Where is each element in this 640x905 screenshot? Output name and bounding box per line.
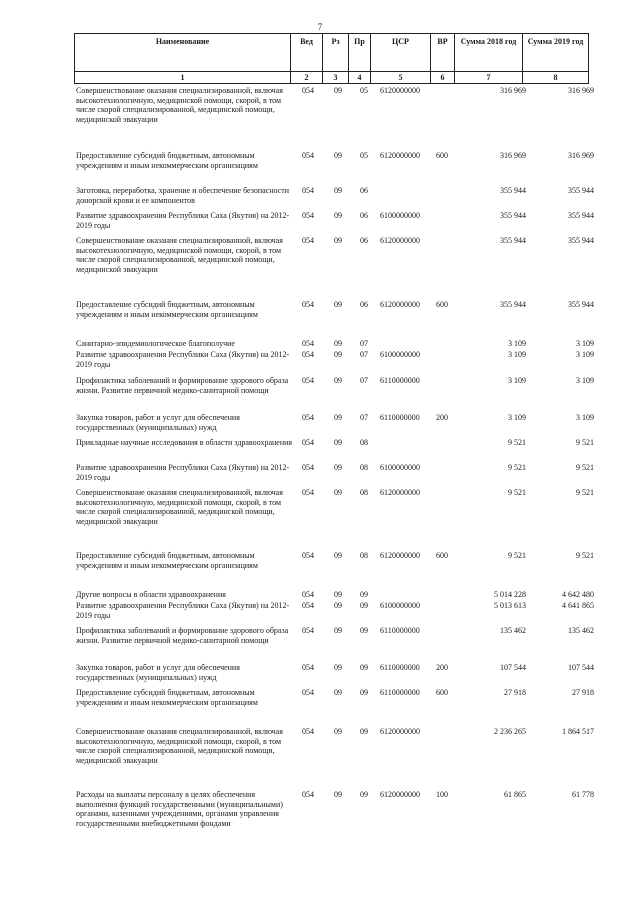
row-csr: 6120000000 <box>380 551 420 560</box>
row-csr: 6110000000 <box>380 413 420 422</box>
row-sum-2019: 355 944 <box>568 300 594 309</box>
row-name: Развитие здравоохранения Республики Саха (Якутия) на 2012-2019 годы <box>76 601 290 620</box>
table-header <box>74 33 589 84</box>
row-pr: 07 <box>360 413 368 422</box>
header-rz: Рз <box>323 34 349 72</box>
row-sum-2019: 9 521 <box>576 551 594 560</box>
header-pr: Пр <box>349 34 371 72</box>
row-csr: 6120000000 <box>380 727 420 736</box>
row-pr: 06 <box>360 236 368 245</box>
row-sum-2019: 3 109 <box>576 413 594 422</box>
row-sum-2019: 3 109 <box>576 376 594 385</box>
row-pr: 06 <box>360 186 368 195</box>
row-sum-2018: 9 521 <box>508 463 526 472</box>
header-sum-2019: Сумма 2019 год <box>523 34 589 72</box>
row-rz: 09 <box>334 626 342 635</box>
row-sum-2018: 27 918 <box>504 688 526 697</box>
row-ved: 054 <box>302 688 314 697</box>
row-csr: 6120000000 <box>380 300 420 309</box>
row-name: Расходы на выплаты персоналу в целях обеспечения выполнения функций государственными (муниципальными) органами, казенными учреждениями, органами управления государственными внебюджетными фондами <box>76 790 283 828</box>
row-csr: 6100000000 <box>380 463 420 472</box>
row-ved: 054 <box>302 300 314 309</box>
row-rz: 09 <box>334 236 342 245</box>
row-name: Предоставление субсидий бюджетным, автономным учреждениям и иным некоммерческим организациям <box>76 551 258 570</box>
row-csr: 6120000000 <box>380 236 420 245</box>
row-pr: 09 <box>360 626 368 635</box>
header-number: 4 <box>349 72 371 84</box>
row-name: Предоставление субсидий бюджетным, автономным учреждениям и иным некоммерческим организациям <box>76 151 258 170</box>
row-sum-2018: 107 544 <box>500 663 526 672</box>
row-sum-2018: 355 944 <box>500 186 526 195</box>
row-rz: 09 <box>334 727 342 736</box>
row-sum-2018: 135 462 <box>500 626 526 635</box>
row-name: Профилактика заболеваний и формирование здорового образа жизни. Развитие первичной медико-санитарной помощи <box>76 376 289 395</box>
row-pr: 09 <box>360 663 368 672</box>
row-name: Другие вопросы в области здравоохранения <box>76 590 226 599</box>
row-sum-2018: 355 944 <box>500 211 526 220</box>
row-vr: 600 <box>436 300 448 309</box>
row-sum-2019: 355 944 <box>568 211 594 220</box>
page-number: 7 <box>317 22 323 32</box>
row-sum-2019: 3 109 <box>576 339 594 348</box>
row-sum-2018: 5 013 613 <box>494 601 526 610</box>
row-ved: 054 <box>302 727 314 736</box>
row-csr: 6100000000 <box>380 350 420 359</box>
header-number: 6 <box>431 72 455 84</box>
row-ved: 054 <box>302 211 314 220</box>
row-rz: 09 <box>334 551 342 560</box>
row-sum-2019: 135 462 <box>568 626 594 635</box>
row-sum-2018: 3 109 <box>508 350 526 359</box>
header-sum-2018: Сумма 2018 год <box>455 34 523 72</box>
row-sum-2018: 355 944 <box>500 300 526 309</box>
row-sum-2019: 61 778 <box>572 790 594 799</box>
header-number: 7 <box>455 72 523 84</box>
row-pr: 05 <box>360 151 368 160</box>
row-rz: 09 <box>334 790 342 799</box>
row-sum-2019: 9 521 <box>576 488 594 497</box>
row-sum-2019: 27 918 <box>572 688 594 697</box>
row-csr: 6120000000 <box>380 151 420 160</box>
row-rz: 09 <box>334 86 342 95</box>
row-sum-2019: 9 521 <box>576 463 594 472</box>
row-rz: 09 <box>334 688 342 697</box>
row-sum-2018: 3 109 <box>508 339 526 348</box>
row-sum-2018: 9 521 <box>508 551 526 560</box>
row-sum-2019: 9 521 <box>576 438 594 447</box>
row-rz: 09 <box>334 186 342 195</box>
header-number: 8 <box>523 72 589 84</box>
row-sum-2019: 355 944 <box>568 186 594 195</box>
row-pr: 06 <box>360 211 368 220</box>
row-ved: 054 <box>302 86 314 95</box>
row-pr: 09 <box>360 590 368 599</box>
row-sum-2018: 5 014 228 <box>494 590 526 599</box>
row-name: Заготовка, переработка, хранение и обеспечение безопасности донорской крови и ее компонентов <box>76 186 290 205</box>
row-csr: 6110000000 <box>380 688 420 697</box>
row-rz: 09 <box>334 590 342 599</box>
row-ved: 054 <box>302 551 314 560</box>
row-ved: 054 <box>302 236 314 245</box>
row-ved: 054 <box>302 590 314 599</box>
row-sum-2018: 9 521 <box>508 488 526 497</box>
header-ved: Вед <box>291 34 323 72</box>
row-ved: 054 <box>302 438 314 447</box>
row-rz: 09 <box>334 438 342 447</box>
row-ved: 054 <box>302 151 314 160</box>
row-ved: 054 <box>302 339 314 348</box>
row-name: Совершенствование оказания специализированной, включая высокотехнологичную, медицинской помощи, скорой, в том числе скорой специализированной, медицинской помощи, медицинской эвакуации <box>76 236 283 274</box>
row-name: Предоставление субсидий бюджетным, автономным учреждениям и иным некоммерческим организациям <box>76 300 258 319</box>
row-sum-2019: 4 642 480 <box>562 590 594 599</box>
row-ved: 054 <box>302 663 314 672</box>
header-csr: ЦСР <box>371 34 431 72</box>
row-name: Развитие здравоохранения Республики Саха (Якутия) на 2012-2019 годы <box>76 350 290 369</box>
row-ved: 054 <box>302 376 314 385</box>
row-sum-2018: 3 109 <box>508 413 526 422</box>
row-ved: 054 <box>302 626 314 635</box>
row-sum-2019: 4 641 865 <box>562 601 594 610</box>
row-pr: 09 <box>360 601 368 610</box>
row-csr: 6110000000 <box>380 626 420 635</box>
row-rz: 09 <box>334 601 342 610</box>
row-rz: 09 <box>334 350 342 359</box>
row-ved: 054 <box>302 488 314 497</box>
row-vr: 600 <box>436 551 448 560</box>
row-sum-2018: 9 521 <box>508 438 526 447</box>
row-csr: 6110000000 <box>380 663 420 672</box>
row-vr: 600 <box>436 151 448 160</box>
row-csr: 6100000000 <box>380 211 420 220</box>
header-number: 1 <box>75 72 291 84</box>
row-pr: 08 <box>360 551 368 560</box>
row-csr: 6100000000 <box>380 601 420 610</box>
row-csr: 6120000000 <box>380 86 420 95</box>
row-sum-2019: 316 969 <box>568 151 594 160</box>
row-sum-2018: 2 236 265 <box>494 727 526 736</box>
row-ved: 054 <box>302 601 314 610</box>
row-pr: 07 <box>360 350 368 359</box>
row-pr: 07 <box>360 376 368 385</box>
header-number: 2 <box>291 72 323 84</box>
row-pr: 05 <box>360 86 368 95</box>
row-sum-2019: 316 969 <box>568 86 594 95</box>
row-name: Развитие здравоохранения Республики Саха (Якутия) на 2012-2019 годы <box>76 211 290 230</box>
row-rz: 09 <box>334 151 342 160</box>
row-rz: 09 <box>334 376 342 385</box>
header-number: 5 <box>371 72 431 84</box>
header-number: 3 <box>323 72 349 84</box>
row-pr: 08 <box>360 438 368 447</box>
row-pr: 06 <box>360 300 368 309</box>
row-rz: 09 <box>334 463 342 472</box>
row-pr: 09 <box>360 790 368 799</box>
row-name: Совершенствование оказания специализированной, включая высокотехнологичную, медицинской помощи, скорой, в том числе скорой специализированной, медицинской помощи, медицинской эвакуации <box>76 727 283 765</box>
row-pr: 07 <box>360 339 368 348</box>
row-sum-2018: 3 109 <box>508 376 526 385</box>
row-sum-2018: 61 865 <box>504 790 526 799</box>
row-sum-2019: 1 864 517 <box>562 727 594 736</box>
row-name: Совершенствование оказания специализированной, включая высокотехнологичную, медицинской помощи, скорой, в том числе скорой специализированной, медицинской помощи, медицинской эвакуации <box>76 488 283 526</box>
row-rz: 09 <box>334 339 342 348</box>
row-ved: 054 <box>302 790 314 799</box>
row-pr: 09 <box>360 727 368 736</box>
header-vr: ВР <box>431 34 455 72</box>
row-vr: 600 <box>436 688 448 697</box>
row-sum-2018: 316 969 <box>500 151 526 160</box>
header-name: Наименование <box>75 34 291 72</box>
row-csr: 6120000000 <box>380 790 420 799</box>
row-name: Предоставление субсидий бюджетным, автономным учреждениям и иным некоммерческим организациям <box>76 688 258 707</box>
row-sum-2019: 355 944 <box>568 236 594 245</box>
row-vr: 200 <box>436 663 448 672</box>
row-vr: 100 <box>436 790 448 799</box>
row-rz: 09 <box>334 300 342 309</box>
row-sum-2019: 107 544 <box>568 663 594 672</box>
row-ved: 054 <box>302 413 314 422</box>
row-csr: 6110000000 <box>380 376 420 385</box>
row-csr: 6120000000 <box>380 488 420 497</box>
row-name: Прикладные научные исследования в области здравоохранения <box>76 438 293 447</box>
row-sum-2019: 3 109 <box>576 350 594 359</box>
row-rz: 09 <box>334 211 342 220</box>
row-name: Закупка товаров, работ и услуг для обеспечения государственных (муниципальных) нужд <box>76 663 240 682</box>
row-rz: 09 <box>334 663 342 672</box>
row-name: Санитарно-эпидемиологическое благополучие <box>76 339 235 348</box>
row-name: Профилактика заболеваний и формирование здорового образа жизни. Развитие первичной медико-санитарной помощи <box>76 626 289 645</box>
row-name: Совершенствование оказания специализированной, включая высокотехнологичную, медицинской помощи, скорой, в том числе скорой специализированной, медицинской помощи, медицинской эвакуации <box>76 86 283 124</box>
row-name: Закупка товаров, работ и услуг для обеспечения государственных (муниципальных) нужд <box>76 413 240 432</box>
row-ved: 054 <box>302 350 314 359</box>
row-pr: 08 <box>360 488 368 497</box>
row-rz: 09 <box>334 413 342 422</box>
row-ved: 054 <box>302 186 314 195</box>
row-rz: 09 <box>334 488 342 497</box>
row-sum-2018: 316 969 <box>500 86 526 95</box>
row-pr: 09 <box>360 688 368 697</box>
row-name: Развитие здравоохранения Республики Саха (Якутия) на 2012-2019 годы <box>76 463 290 482</box>
row-sum-2018: 355 944 <box>500 236 526 245</box>
row-ved: 054 <box>302 463 314 472</box>
row-pr: 08 <box>360 463 368 472</box>
row-vr: 200 <box>436 413 448 422</box>
